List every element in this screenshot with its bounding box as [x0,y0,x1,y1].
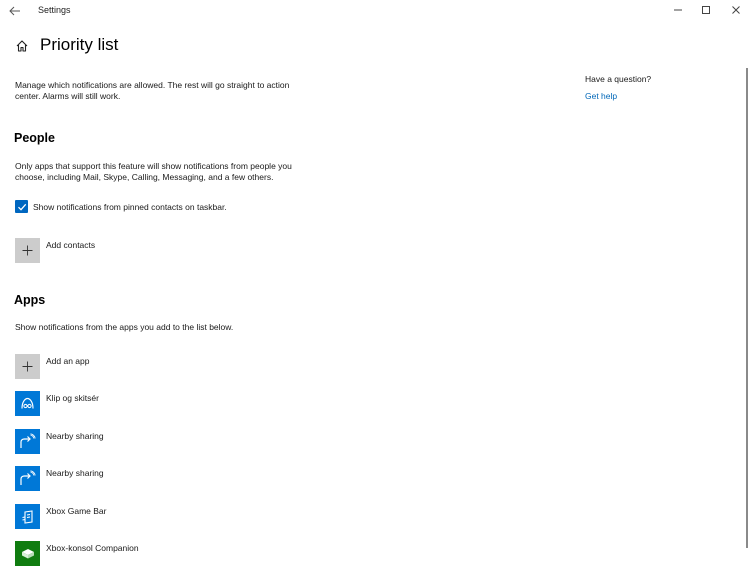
app-item-snip-sketch[interactable] [15,391,315,417]
back-arrow-icon [9,6,21,16]
home-icon [15,39,29,53]
people-section-title: People [14,131,55,145]
page-header [12,33,119,59]
add-app-button[interactable] [15,354,315,380]
apps-description: Show notifications from the apps you add to the list below. [15,322,234,332]
app-item-xbox-game-bar[interactable] [15,504,315,530]
home-button[interactable] [12,36,32,56]
close-icon [731,5,741,15]
maximize-icon [701,5,711,15]
plus-icon [22,245,33,256]
close-button[interactable] [724,2,748,18]
nearby-sharing-icon [19,433,36,450]
checkbox-box[interactable] [15,200,28,213]
app-item-label: Xbox-konsol Companion [46,543,139,553]
window-title: Settings [38,5,71,15]
intro-text: Manage which notifications are allowed. The rest will go straight to action center. Alarms will still work. [15,80,290,101]
app-tile [15,504,40,529]
back-button[interactable] [6,3,24,19]
pinned-contacts-checkbox[interactable] [15,200,227,213]
add-contacts-label: Add contacts [46,240,96,250]
nearby-sharing-icon [19,470,36,487]
app-item-label: Klip og skitsér [46,393,99,403]
checkbox-label: Show notifications from pinned contacts on taskbar. [33,201,227,212]
add-contacts-tile [15,238,40,263]
app-tile [15,391,40,416]
app-item-nearby-sharing[interactable] [15,429,315,455]
app-tile [15,466,40,491]
checkmark-icon [17,202,27,212]
app-item-label: Nearby sharing [46,468,104,478]
app-item-nearby-sharing[interactable] [15,466,315,492]
page-title: Priority list [40,35,119,54]
app-tile [15,429,40,454]
apps-section-title: Apps [14,293,46,307]
app-tile [15,541,40,566]
snip-sketch-icon [20,396,35,411]
people-description: Only apps that support this feature will show notifications from people you choose, including Mail, Skype, Calling, Messaging, and a few others. [15,161,292,182]
add-contacts-button[interactable] [15,238,315,264]
app-item-label: Nearby sharing [46,431,104,441]
minimize-icon [673,5,683,15]
get-help-link[interactable]: Get help [585,91,618,101]
minimize-button[interactable] [666,2,690,18]
xbox-game-bar-icon [20,509,36,525]
app-item-label: Xbox Game Bar [46,506,107,516]
app-item-xbox-companion[interactable] [15,541,315,567]
xbox-companion-icon [20,546,36,562]
scrollbar[interactable] [746,68,748,548]
add-app-tile [15,354,40,379]
title-bar [0,0,750,22]
help-title: Have a question? [585,74,652,84]
maximize-button[interactable] [694,2,718,18]
plus-icon [22,361,33,372]
add-app-label: Add an app [46,356,90,366]
